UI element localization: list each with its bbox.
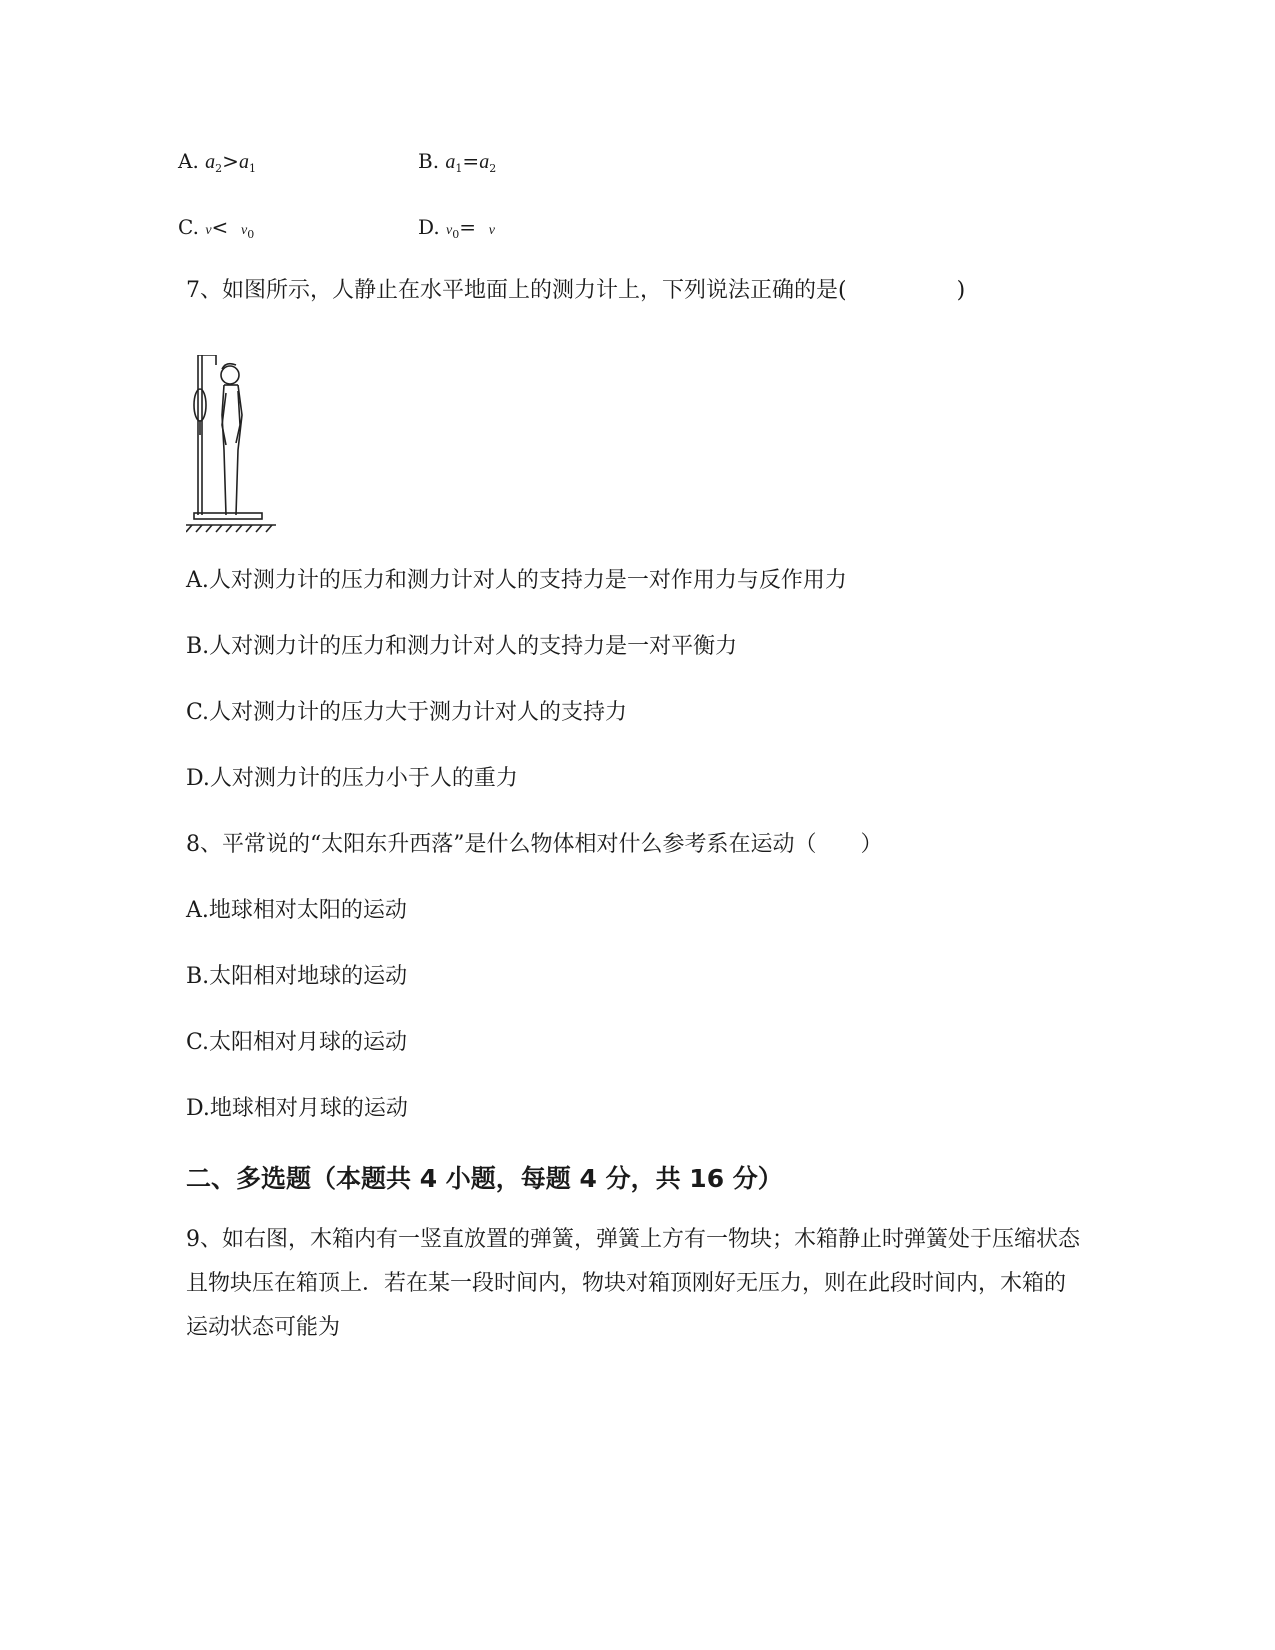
q6-option-c: C. $v< v_0$	[178, 215, 255, 241]
q7-stem: 7、如图所示，人静止在水平地面上的测力计上，下列说法正确的是( )	[186, 278, 966, 303]
scale-person-figure	[186, 355, 276, 535]
section-heading: 二、多选题（本题共 4 小题，每题 4 分，共 16 分）	[186, 1164, 783, 1193]
q8-option-a: A.地球相对太阳的运动	[186, 898, 407, 923]
q6-option-d: D. $v_0= v$	[418, 215, 495, 241]
q8-option-d: D.地球相对月球的运动	[186, 1096, 408, 1121]
q7-option-c: C.人对测力计的压力大于测力计对人的支持力	[186, 700, 628, 725]
q7-option-a: A.人对测力计的压力和测力计对人的支持力是一对作用力与反作用力	[186, 568, 847, 593]
q6-option-b: B. $a_1=a_2$	[418, 149, 497, 175]
q8-option-c: C.太阳相对月球的运动	[186, 1030, 408, 1055]
q7-option-b: B.人对测力计的压力和测力计对人的支持力是一对平衡力	[186, 634, 738, 659]
q9-stem: 9、如右图，木箱内有一竖直放置的弹簧，弹簧上方有一物块；木箱静止时弹簧处于压缩状态且物块压在箱顶上．若在某一段时间内，物块对箱顶刚好无压力，则在此段时间内，木箱的运动状态可能为	[186, 1227, 1081, 1340]
q7-option-d: D.人对测力计的压力小于人的重力	[186, 766, 518, 791]
q6-option-a: A. $a_2>a_1$	[178, 149, 256, 175]
q8-stem: 8、平常说的“太阳东升西落”是什么物体相对什么参考系在运动（ ）	[186, 832, 883, 857]
q8-option-b: B.太阳相对地球的运动	[186, 964, 408, 989]
